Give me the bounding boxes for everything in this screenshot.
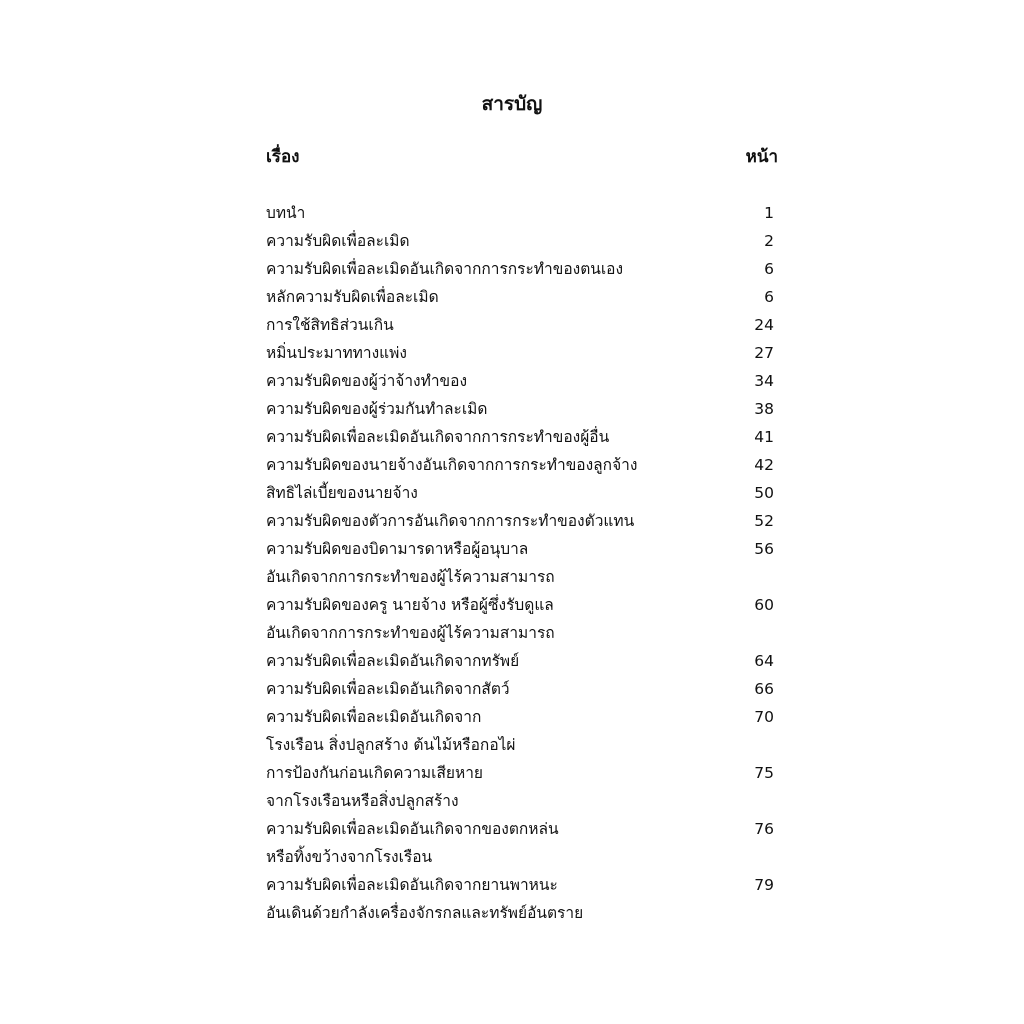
toc-entry xyxy=(266,871,774,899)
toc-entry-title: ความรับผิดเพื่อละเมิดอันเกิดจากการกระทำของผู้อื่น xyxy=(266,428,610,446)
toc-entry xyxy=(266,507,774,535)
toc-entry-page-number: 6 xyxy=(764,260,774,278)
toc-entry xyxy=(266,451,774,479)
toc-entry xyxy=(266,647,774,675)
toc-header xyxy=(266,143,778,171)
toc-entry-title: หลักความรับผิดเพื่อละเมิด xyxy=(266,288,439,306)
toc-entry-title: ความรับผิดเพื่อละเมิดอันเกิดจากการกระทำของตนเอง xyxy=(266,260,624,278)
toc-entry-page-number: 41 xyxy=(754,428,774,446)
toc-entry-title: โรงเรือน สิ่งปลูกสร้าง ต้นไม้หรือกอไผ่ xyxy=(266,736,516,754)
toc-entry xyxy=(266,339,774,367)
toc-entry-page-number: 1 xyxy=(764,204,774,222)
toc-entry-title: อันเกิดจากการกระทำของผู้ไร้ความสามารถ xyxy=(266,624,555,642)
toc-entry-page-number: 66 xyxy=(754,680,774,698)
toc-entry-page-number: 27 xyxy=(754,344,774,362)
toc-entry xyxy=(266,395,774,423)
toc-entry xyxy=(266,479,774,507)
toc-entry xyxy=(266,535,774,563)
toc-entry xyxy=(266,423,774,451)
toc-entry-title: ความรับผิดของครู นายจ้าง หรือผู้ซึ่งรับดูแล xyxy=(266,596,554,614)
toc-list xyxy=(266,199,774,927)
toc-entry xyxy=(266,199,774,227)
toc-entry xyxy=(266,815,774,843)
toc-entry-page-number: 24 xyxy=(754,316,774,334)
toc-entry-title: อันเกิดจากการกระทำของผู้ไร้ความสามารถ xyxy=(266,568,555,586)
toc-entry-title: หมิ่นประมาททางแพ่ง xyxy=(266,344,407,362)
toc-entry-title: ความรับผิดเพื่อละเมิดอันเกิดจากทรัพย์ xyxy=(266,652,520,670)
toc-entry xyxy=(266,283,774,311)
toc-entry-title: ความรับผิดเพื่อละเมิดอันเกิดจากสัตว์ xyxy=(266,680,510,698)
toc-entry xyxy=(266,591,774,619)
toc-entry xyxy=(266,787,774,815)
toc-entry-title: ความรับผิดของตัวการอันเกิดจากการกระทำของตัวแทน xyxy=(266,512,635,530)
toc-entry-title: ความรับผิดของผู้ร่วมกันทำละเมิด xyxy=(266,400,488,418)
toc-entry-title: อันเดินด้วยกำลังเครื่องจักรกลและทรัพย์อันตราย xyxy=(266,904,584,922)
toc-entry-page-number: 2 xyxy=(764,232,774,250)
toc-entry-title: ความรับผิดของผู้ว่าจ้างทำของ xyxy=(266,372,468,390)
toc-entry-title: ความรับผิดของนายจ้างอันเกิดจากการกระทำของลูกจ้าง xyxy=(266,456,638,474)
toc-entry xyxy=(266,843,774,871)
toc-entry xyxy=(266,311,774,339)
toc-entry-page-number: 38 xyxy=(754,400,774,418)
toc-entry xyxy=(266,759,774,787)
toc-entry xyxy=(266,563,774,591)
toc-entry-page-number: 34 xyxy=(754,372,774,390)
toc-entry xyxy=(266,703,774,731)
toc-entry-title: การใช้สิทธิส่วนเกิน xyxy=(266,316,394,334)
toc-entry-title: ความรับผิดของบิดามารดาหรือผู้อนุบาล xyxy=(266,540,529,558)
toc-entry xyxy=(266,675,774,703)
toc-entry-page-number: 52 xyxy=(754,512,774,530)
toc-entry-title: ความรับผิดเพื่อละเมิดอันเกิดจาก xyxy=(266,708,482,726)
toc-entry-page-number: 50 xyxy=(754,484,774,502)
toc-entry-title: จากโรงเรือนหรือสิ่งปลูกสร้าง xyxy=(266,792,459,810)
page-title: สารบัญ xyxy=(481,93,543,115)
toc-entry-page-number: 60 xyxy=(754,596,774,614)
toc-entry-title: บทนำ xyxy=(266,204,306,222)
toc-entry-title: ความรับผิดเพื่อละเมิด xyxy=(266,232,410,250)
toc-entry-page-number: 70 xyxy=(754,708,774,726)
toc-entry-title: การป้องกันก่อนเกิดความเสียหาย xyxy=(266,764,483,782)
topic-column-label: เรื่อง xyxy=(266,147,300,167)
toc-entry-page-number: 64 xyxy=(754,652,774,670)
toc-entry-page-number: 6 xyxy=(764,288,774,306)
toc-entry xyxy=(266,899,774,927)
toc-entry xyxy=(266,731,774,759)
toc-entry-page-number: 56 xyxy=(754,540,774,558)
toc-entry xyxy=(266,367,774,395)
toc-entry xyxy=(266,255,774,283)
toc-entry-title: สิทธิไล่เบี้ยของนายจ้าง xyxy=(266,484,418,502)
toc-entry-title: หรือทิ้งขว้างจากโรงเรือน xyxy=(266,848,433,866)
toc-entry xyxy=(266,227,774,255)
toc-entry-page-number: 76 xyxy=(754,820,774,838)
toc-entry-title: ความรับผิดเพื่อละเมิดอันเกิดจากของตกหล่น xyxy=(266,820,559,838)
page-column-label: หน้า xyxy=(745,147,778,167)
toc-entry-page-number: 79 xyxy=(754,876,774,894)
toc-entry-title: ความรับผิดเพื่อละเมิดอันเกิดจากยานพาหนะ xyxy=(266,876,558,894)
toc-entry-page-number: 75 xyxy=(754,764,774,782)
toc-entry xyxy=(266,619,774,647)
toc-entry-page-number: 42 xyxy=(754,456,774,474)
